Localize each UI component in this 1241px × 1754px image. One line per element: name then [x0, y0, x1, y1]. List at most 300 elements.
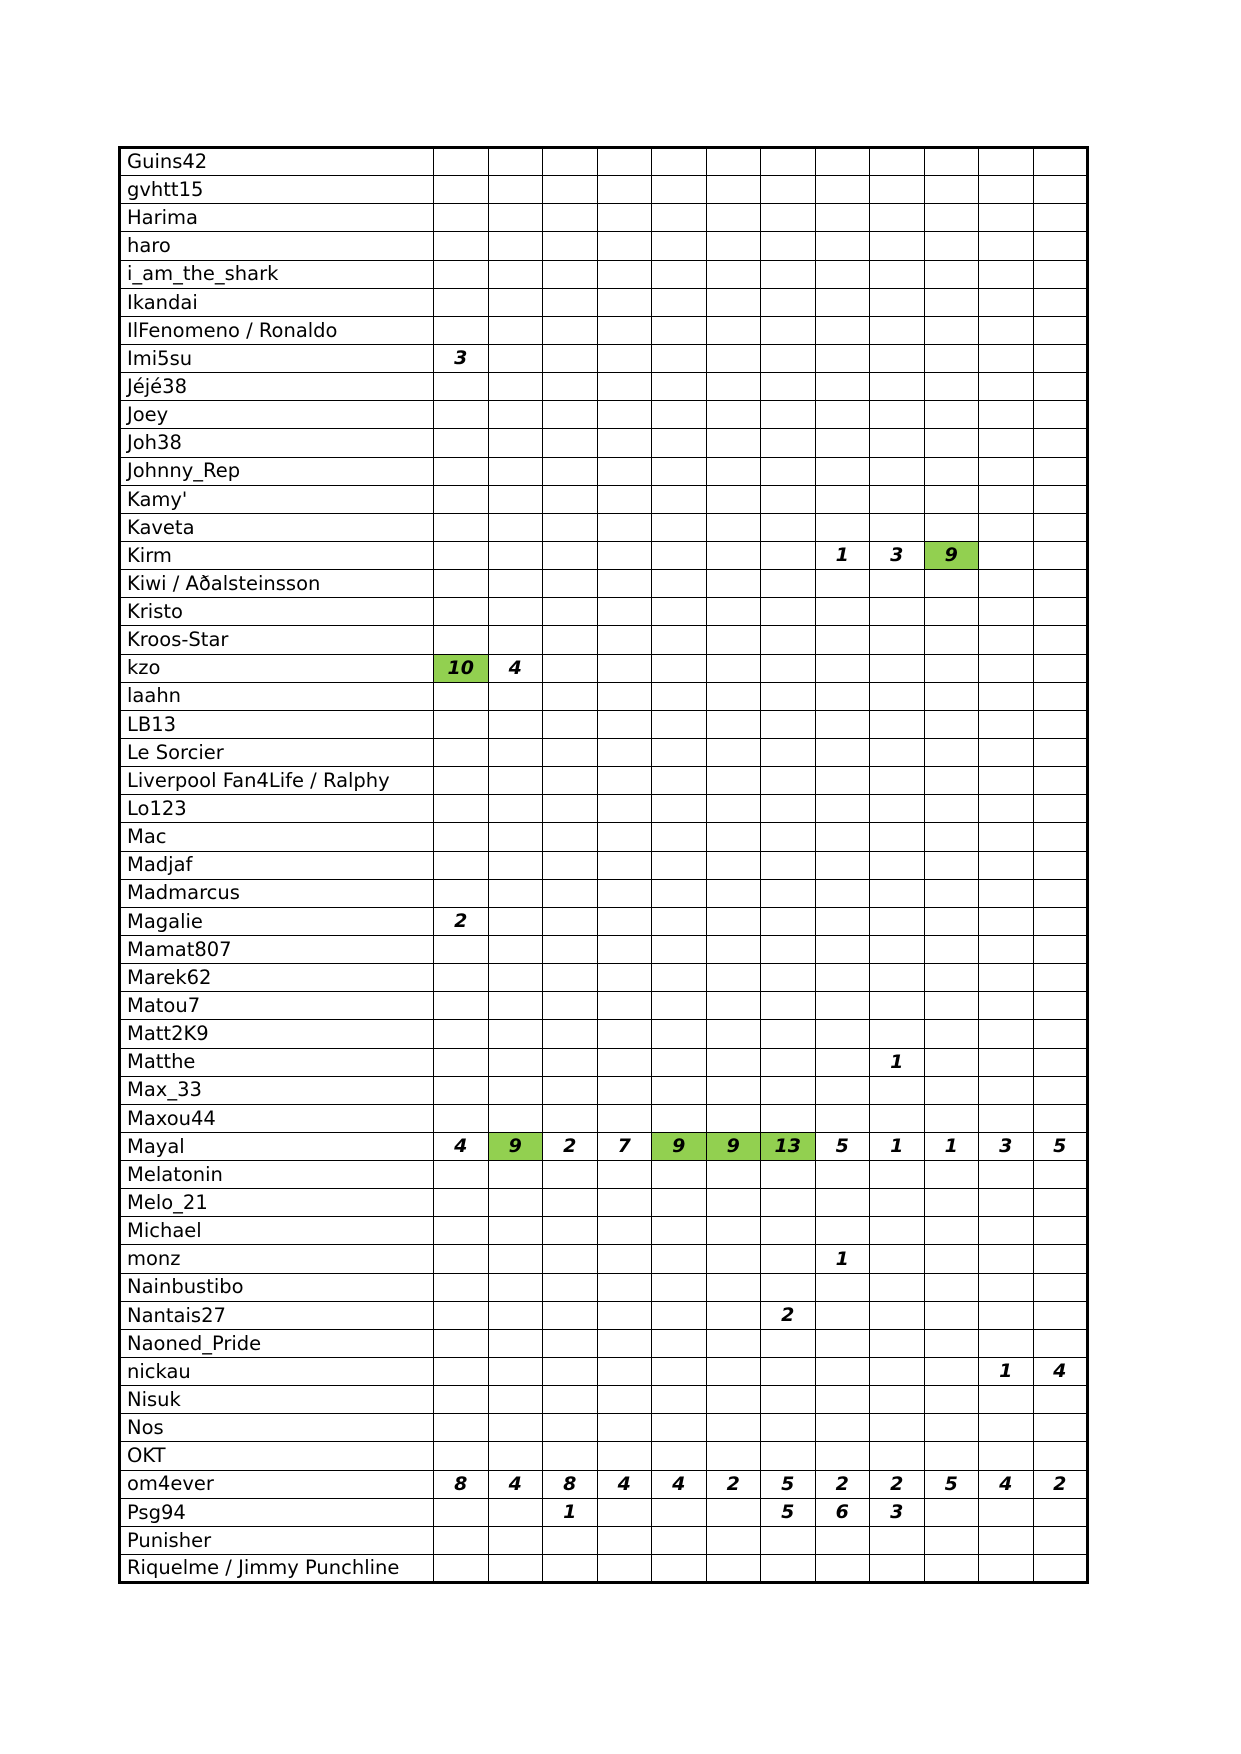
table-row — [120, 1386, 1088, 1414]
table-row — [120, 513, 1088, 541]
value-cell — [924, 288, 979, 316]
table-row — [120, 288, 1088, 316]
value-cell — [815, 795, 870, 823]
value-cell — [488, 964, 543, 992]
value-cell — [1033, 260, 1088, 288]
value-cell — [924, 1442, 979, 1470]
value-cell — [761, 1217, 816, 1245]
value-cell — [870, 1329, 925, 1357]
value-cell — [597, 1104, 652, 1132]
value-cell — [706, 654, 761, 682]
value-cell — [1033, 344, 1088, 372]
value-cell — [870, 1526, 925, 1554]
value-cell — [1033, 626, 1088, 654]
value-cell — [761, 1048, 816, 1076]
value-cell — [543, 429, 598, 457]
value-cell — [924, 1048, 979, 1076]
table-row — [120, 992, 1088, 1020]
value-cell — [652, 1273, 707, 1301]
value-cell — [761, 851, 816, 879]
value-cell — [543, 288, 598, 316]
value-cell-highlighted: 9 — [488, 1132, 543, 1160]
value-cell — [815, 513, 870, 541]
value-cell — [652, 935, 707, 963]
table-row — [120, 935, 1088, 963]
value-cell: 2 — [870, 1470, 925, 1498]
value-cell — [1033, 1414, 1088, 1442]
value-cell — [761, 935, 816, 963]
player-name-cell: LB13 — [120, 710, 434, 738]
table-row — [120, 1161, 1088, 1189]
value-cell — [488, 1498, 543, 1526]
value-cell — [924, 682, 979, 710]
value-cell — [597, 176, 652, 204]
player-name-cell: Ikandai — [120, 288, 434, 316]
value-cell — [488, 1076, 543, 1104]
value-cell — [488, 401, 543, 429]
player-name-cell: OKT — [120, 1442, 434, 1470]
value-cell: 5 — [1033, 1132, 1088, 1160]
player-name-cell: Marek62 — [120, 964, 434, 992]
value-cell — [543, 1245, 598, 1273]
value-cell — [706, 1442, 761, 1470]
value-cell — [761, 204, 816, 232]
player-name-cell: Nisuk — [120, 1386, 434, 1414]
value-cell — [434, 260, 489, 288]
value-cell — [434, 401, 489, 429]
value-cell — [597, 570, 652, 598]
value-cell — [924, 1329, 979, 1357]
value-cell: 1 — [870, 1048, 925, 1076]
value-cell — [706, 710, 761, 738]
value-cell — [434, 682, 489, 710]
value-cell — [652, 1104, 707, 1132]
value-cell: 3 — [870, 541, 925, 569]
value-cell — [815, 851, 870, 879]
value-cell — [761, 1245, 816, 1273]
value-cell — [1033, 1273, 1088, 1301]
value-cell — [488, 1189, 543, 1217]
value-cell — [434, 1189, 489, 1217]
value-cell: 4 — [979, 1470, 1034, 1498]
value-cell — [597, 964, 652, 992]
value-cell: 4 — [652, 1470, 707, 1498]
value-cell — [761, 344, 816, 372]
value-cell — [815, 204, 870, 232]
value-cell — [488, 232, 543, 260]
value-cell — [543, 654, 598, 682]
value-cell — [543, 964, 598, 992]
value-cell — [870, 1020, 925, 1048]
value-cell — [1033, 401, 1088, 429]
value-cell — [543, 935, 598, 963]
value-cell — [761, 1526, 816, 1554]
value-cell — [815, 626, 870, 654]
value-cell — [815, 1273, 870, 1301]
value-cell — [815, 316, 870, 344]
value-cell — [924, 344, 979, 372]
value-cell — [543, 232, 598, 260]
value-cell — [706, 1076, 761, 1104]
table-row — [120, 1301, 1088, 1329]
value-cell — [652, 429, 707, 457]
value-cell — [652, 344, 707, 372]
table-row — [120, 1020, 1088, 1048]
player-name-cell: Maxou44 — [120, 1104, 434, 1132]
value-cell — [488, 1358, 543, 1386]
value-cell — [815, 907, 870, 935]
value-cell — [815, 232, 870, 260]
value-cell: 1 — [543, 1498, 598, 1526]
value-cell — [761, 907, 816, 935]
value-cell — [543, 710, 598, 738]
value-cell: 4 — [597, 1470, 652, 1498]
value-cell — [543, 738, 598, 766]
value-cell — [488, 598, 543, 626]
value-cell — [761, 1273, 816, 1301]
value-cell — [597, 457, 652, 485]
value-cell — [761, 373, 816, 401]
value-cell — [488, 1161, 543, 1189]
value-cell — [761, 992, 816, 1020]
value-cell — [706, 288, 761, 316]
value-cell-highlighted: 9 — [652, 1132, 707, 1160]
value-cell — [652, 1020, 707, 1048]
player-name-cell: Guins42 — [120, 148, 434, 176]
value-cell — [870, 851, 925, 879]
value-cell — [1033, 795, 1088, 823]
value-cell — [706, 964, 761, 992]
value-cell — [706, 344, 761, 372]
value-cell — [979, 260, 1034, 288]
value-cell — [870, 1414, 925, 1442]
table-row — [120, 682, 1088, 710]
value-cell — [1033, 1217, 1088, 1245]
value-cell — [979, 1189, 1034, 1217]
table-row — [120, 964, 1088, 992]
value-cell — [597, 1386, 652, 1414]
value-cell — [979, 795, 1034, 823]
value-cell — [434, 1358, 489, 1386]
value-cell — [870, 457, 925, 485]
value-cell — [652, 513, 707, 541]
player-name-cell: Matt2K9 — [120, 1020, 434, 1048]
value-cell — [706, 907, 761, 935]
value-cell — [761, 288, 816, 316]
value-cell: 5 — [924, 1470, 979, 1498]
value-cell — [1033, 288, 1088, 316]
table-row — [120, 1555, 1088, 1583]
player-name-cell: Riquelme / Jimmy Punchline — [120, 1555, 434, 1583]
value-cell — [488, 1329, 543, 1357]
value-cell — [488, 795, 543, 823]
table-row — [120, 795, 1088, 823]
value-cell — [979, 1414, 1034, 1442]
value-cell — [979, 1273, 1034, 1301]
value-cell — [979, 1386, 1034, 1414]
value-cell — [543, 148, 598, 176]
value-cell — [706, 204, 761, 232]
value-cell — [488, 1301, 543, 1329]
value-cell — [652, 232, 707, 260]
value-cell — [597, 541, 652, 569]
value-cell — [488, 429, 543, 457]
value-cell — [543, 176, 598, 204]
value-cell: 8 — [543, 1470, 598, 1498]
value-cell — [706, 935, 761, 963]
value-cell — [1033, 232, 1088, 260]
value-cell — [434, 1442, 489, 1470]
value-cell — [543, 1076, 598, 1104]
value-cell — [434, 710, 489, 738]
value-cell — [870, 204, 925, 232]
value-cell — [924, 992, 979, 1020]
value-cell: 3 — [979, 1132, 1034, 1160]
table-row — [120, 1104, 1088, 1132]
value-cell — [979, 710, 1034, 738]
player-name-cell: Kaveta — [120, 513, 434, 541]
table-row — [120, 1329, 1088, 1357]
value-cell — [488, 1555, 543, 1583]
value-cell — [597, 935, 652, 963]
value-cell — [761, 654, 816, 682]
value-cell-highlighted: 9 — [706, 1132, 761, 1160]
value-cell — [706, 823, 761, 851]
value-cell — [488, 541, 543, 569]
value-cell — [1033, 935, 1088, 963]
value-cell — [761, 795, 816, 823]
table-row — [120, 176, 1088, 204]
value-cell — [815, 738, 870, 766]
table-row — [120, 1414, 1088, 1442]
table-row — [120, 373, 1088, 401]
value-cell — [543, 1442, 598, 1470]
value-cell — [924, 1076, 979, 1104]
table-row — [120, 738, 1088, 766]
value-cell — [815, 992, 870, 1020]
value-cell — [815, 823, 870, 851]
value-cell — [815, 1217, 870, 1245]
value-cell — [434, 1414, 489, 1442]
value-cell — [434, 598, 489, 626]
value-cell — [979, 316, 1034, 344]
value-cell — [488, 682, 543, 710]
value-cell — [924, 795, 979, 823]
value-cell — [652, 1555, 707, 1583]
value-cell — [924, 935, 979, 963]
value-cell — [434, 176, 489, 204]
value-cell — [543, 992, 598, 1020]
value-cell — [1033, 879, 1088, 907]
value-cell — [652, 148, 707, 176]
value-cell — [815, 598, 870, 626]
value-cell — [979, 401, 1034, 429]
value-cell — [815, 1161, 870, 1189]
value-cell — [706, 1104, 761, 1132]
value-cell — [706, 1414, 761, 1442]
value-cell — [979, 373, 1034, 401]
value-cell — [488, 513, 543, 541]
value-cell — [488, 288, 543, 316]
value-cell — [1033, 373, 1088, 401]
value-cell — [979, 682, 1034, 710]
value-cell — [979, 1020, 1034, 1048]
value-cell — [488, 823, 543, 851]
value-cell: 2 — [434, 907, 489, 935]
value-cell — [870, 1555, 925, 1583]
table-row — [120, 1470, 1088, 1498]
value-cell — [706, 1048, 761, 1076]
value-cell — [761, 570, 816, 598]
value-cell — [706, 1217, 761, 1245]
value-cell — [924, 907, 979, 935]
value-cell — [652, 879, 707, 907]
value-cell — [979, 767, 1034, 795]
value-cell — [488, 1442, 543, 1470]
value-cell — [543, 513, 598, 541]
value-cell — [870, 879, 925, 907]
table-row — [120, 823, 1088, 851]
table-row — [120, 401, 1088, 429]
value-cell — [488, 204, 543, 232]
value-cell — [434, 148, 489, 176]
value-cell — [652, 176, 707, 204]
value-cell — [597, 1189, 652, 1217]
value-cell — [597, 682, 652, 710]
table-row — [120, 1273, 1088, 1301]
player-name-cell: Psg94 — [120, 1498, 434, 1526]
value-cell — [543, 1020, 598, 1048]
value-cell — [761, 232, 816, 260]
value-cell — [543, 1358, 598, 1386]
value-cell — [761, 1104, 816, 1132]
value-cell — [543, 795, 598, 823]
value-cell — [1033, 1104, 1088, 1132]
value-cell — [597, 1442, 652, 1470]
value-cell — [488, 344, 543, 372]
value-cell — [434, 767, 489, 795]
player-name-cell: Matthe — [120, 1048, 434, 1076]
value-cell — [1033, 907, 1088, 935]
value-cell — [652, 457, 707, 485]
player-name-cell: Kamy' — [120, 485, 434, 513]
value-cell: 4 — [1033, 1358, 1088, 1386]
value-cell — [979, 1104, 1034, 1132]
value-cell — [488, 738, 543, 766]
value-cell — [543, 485, 598, 513]
value-cell — [597, 148, 652, 176]
value-cell — [652, 907, 707, 935]
value-cell — [597, 429, 652, 457]
value-cell — [434, 879, 489, 907]
value-cell — [761, 1161, 816, 1189]
value-cell — [434, 288, 489, 316]
value-cell — [706, 851, 761, 879]
value-cell — [761, 1386, 816, 1414]
value-cell — [434, 1161, 489, 1189]
value-cell — [488, 260, 543, 288]
table-row — [120, 851, 1088, 879]
value-cell — [761, 401, 816, 429]
value-cell — [979, 907, 1034, 935]
value-cell — [1033, 1329, 1088, 1357]
table-row — [120, 1132, 1088, 1160]
value-cell — [924, 1189, 979, 1217]
table-row — [120, 232, 1088, 260]
value-cell — [761, 316, 816, 344]
value-cell — [434, 851, 489, 879]
value-cell — [597, 485, 652, 513]
value-cell — [924, 148, 979, 176]
value-cell — [979, 964, 1034, 992]
value-cell — [652, 1358, 707, 1386]
value-cell — [488, 1526, 543, 1554]
player-name-cell: Kroos-Star — [120, 626, 434, 654]
value-cell — [652, 288, 707, 316]
results-table — [118, 146, 1089, 1584]
value-cell — [597, 204, 652, 232]
value-cell — [815, 288, 870, 316]
value-cell — [434, 1245, 489, 1273]
player-name-cell: Mayal — [120, 1132, 434, 1160]
value-cell — [1033, 1076, 1088, 1104]
value-cell — [815, 1386, 870, 1414]
value-cell — [1033, 316, 1088, 344]
value-cell — [652, 541, 707, 569]
value-cell — [761, 964, 816, 992]
value-cell — [597, 401, 652, 429]
value-cell: 1 — [815, 541, 870, 569]
value-cell — [652, 1161, 707, 1189]
value-cell — [597, 373, 652, 401]
value-cell — [815, 1104, 870, 1132]
player-name-cell: Matou7 — [120, 992, 434, 1020]
value-cell — [979, 879, 1034, 907]
player-name-cell: Kiwi / Aðalsteinsson — [120, 570, 434, 598]
value-cell — [706, 1498, 761, 1526]
value-cell — [815, 1329, 870, 1357]
value-cell — [815, 570, 870, 598]
player-name-cell: Nos — [120, 1414, 434, 1442]
value-cell — [1033, 654, 1088, 682]
value-cell — [761, 1020, 816, 1048]
value-cell — [979, 1498, 1034, 1526]
value-cell — [815, 964, 870, 992]
value-cell — [652, 992, 707, 1020]
value-cell — [543, 541, 598, 569]
player-name-cell: Kristo — [120, 598, 434, 626]
value-cell — [1033, 457, 1088, 485]
table-row — [120, 654, 1088, 682]
value-cell — [652, 570, 707, 598]
value-cell — [870, 429, 925, 457]
value-cell — [815, 1301, 870, 1329]
value-cell — [870, 316, 925, 344]
player-name-cell: om4ever — [120, 1470, 434, 1498]
value-cell — [870, 288, 925, 316]
value-cell — [870, 485, 925, 513]
value-cell — [924, 1104, 979, 1132]
value-cell — [543, 260, 598, 288]
value-cell — [597, 1217, 652, 1245]
value-cell — [434, 1076, 489, 1104]
value-cell — [652, 654, 707, 682]
value-cell — [924, 1301, 979, 1329]
value-cell — [870, 907, 925, 935]
value-cell: 5 — [761, 1498, 816, 1526]
value-cell — [1033, 204, 1088, 232]
value-cell: 8 — [434, 1470, 489, 1498]
